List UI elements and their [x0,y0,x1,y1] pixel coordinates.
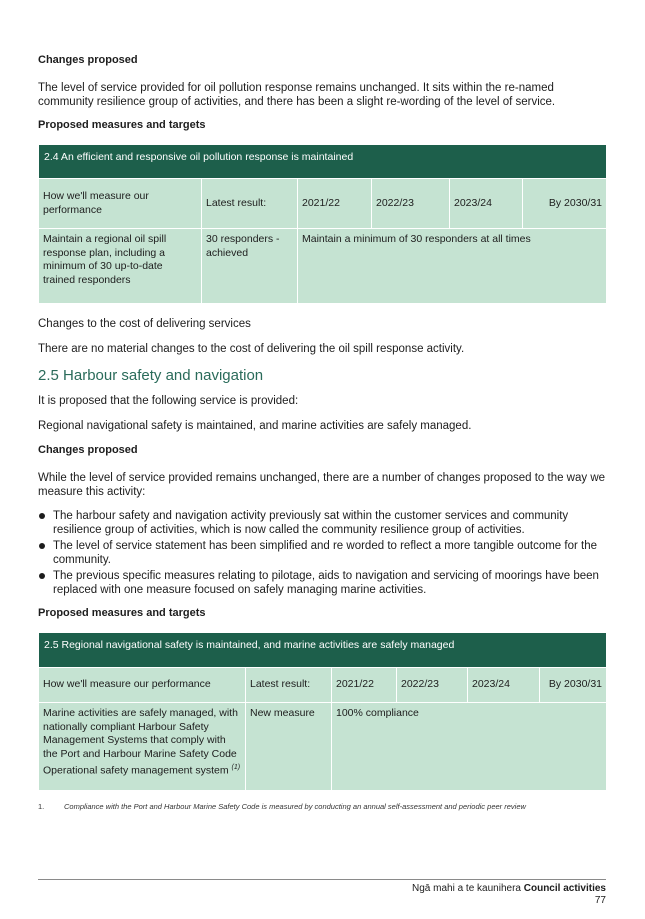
measure-cell: Maintain a regional oil spill response plan, including a minimum of 30 up-to-date trained responders [39,229,202,304]
measure-cell [39,703,246,791]
column-header: How we'll measure our performance [39,179,202,229]
list-item: The previous specific measures relating to pilotage, aids to navigation and servicing of moorings have been replaced with one measure focused on safely managing marine activities. [38,569,606,597]
column-header: 2023/24 [468,668,540,703]
changes-list [38,509,606,599]
page-number: 77 [594,895,606,906]
proposed-measures-heading: Proposed measures and targets [38,607,206,619]
footnote-text: Compliance with the Port and Harbour Marine Safety Code is measured by conducting an annual self-assessment and periodic peer review [64,802,526,811]
cost-heading: Changes to the cost of delivering services [38,318,251,330]
column-header: 2022/23 [372,179,450,229]
changes-proposed-heading: Changes proposed [38,54,138,66]
footnote-number: 1. [38,802,45,811]
table-row [39,229,607,304]
column-header: By 2030/31 [540,668,607,703]
section-title: 2.5 Harbour safety and navigation [38,367,264,384]
footer-section-english: Council activities [523,883,606,894]
measure-text: Marine activities are safely managed, with nationally compliant Harbour Safety Management Systems that comply with the Port and Harbour Marine Safety Code Operational safety management system [43,707,238,777]
table-title: 2.5 Regional navigational safety is maintained, and marine activities are safely managed [39,633,607,668]
measures-table-oil-pollution [38,144,606,304]
list-item: The level of service statement has been simplified and re worded to reflect a more tangible outcome for the community. [38,539,606,567]
target-cell: Maintain a minimum of 30 responders at all times [298,229,607,304]
column-header: 2021/22 [332,668,397,703]
column-header: 2023/24 [450,179,523,229]
footer-divider [38,879,606,880]
column-header: How we'll measure our performance [39,668,246,703]
table-title: 2.4 An efficient and responsive oil pollution response is maintained [39,145,607,179]
column-header: 2021/22 [298,179,372,229]
changes-proposed-text: The level of service provided for oil pollution response remains unchanged. It sits within the re-named community resilience group of activities, and there has been a slight re-wording of the level of service. [38,82,556,108]
column-header: 2022/23 [397,668,468,703]
cost-text: There are no material changes to the cost of delivering the oil spill response activity. [38,343,465,355]
column-header: By 2030/31 [523,179,607,229]
changes-proposed-text: While the level of service provided remains unchanged, there are a number of changes proposed to the way we measure this activity: [38,472,606,498]
list-item: The harbour safety and navigation activity previously sat within the customer services and community resilience group of activities, which is now called the community resilience group of activities. [38,509,606,537]
column-header: Latest result: [246,668,332,703]
target-cell: 100% compliance [332,703,607,791]
column-header: Latest result: [202,179,298,229]
proposed-measures-heading: Proposed measures and targets [38,119,206,131]
footnote-ref: (1) [231,764,241,771]
changes-proposed-heading: Changes proposed [38,444,138,456]
latest-result-cell: 30 responders - achieved [202,229,298,304]
latest-result-cell: New measure [246,703,332,791]
footer-section-maori: Ngā mahi a te kaunihera [412,883,521,894]
measures-table-harbour-safety [38,632,606,791]
service-statement: Regional navigational safety is maintained, and marine activities are safely managed. [38,420,472,432]
table-row [39,703,607,791]
section-intro: It is proposed that the following service is provided: [38,395,299,407]
footnote [38,802,606,811]
page-footer [412,883,606,907]
